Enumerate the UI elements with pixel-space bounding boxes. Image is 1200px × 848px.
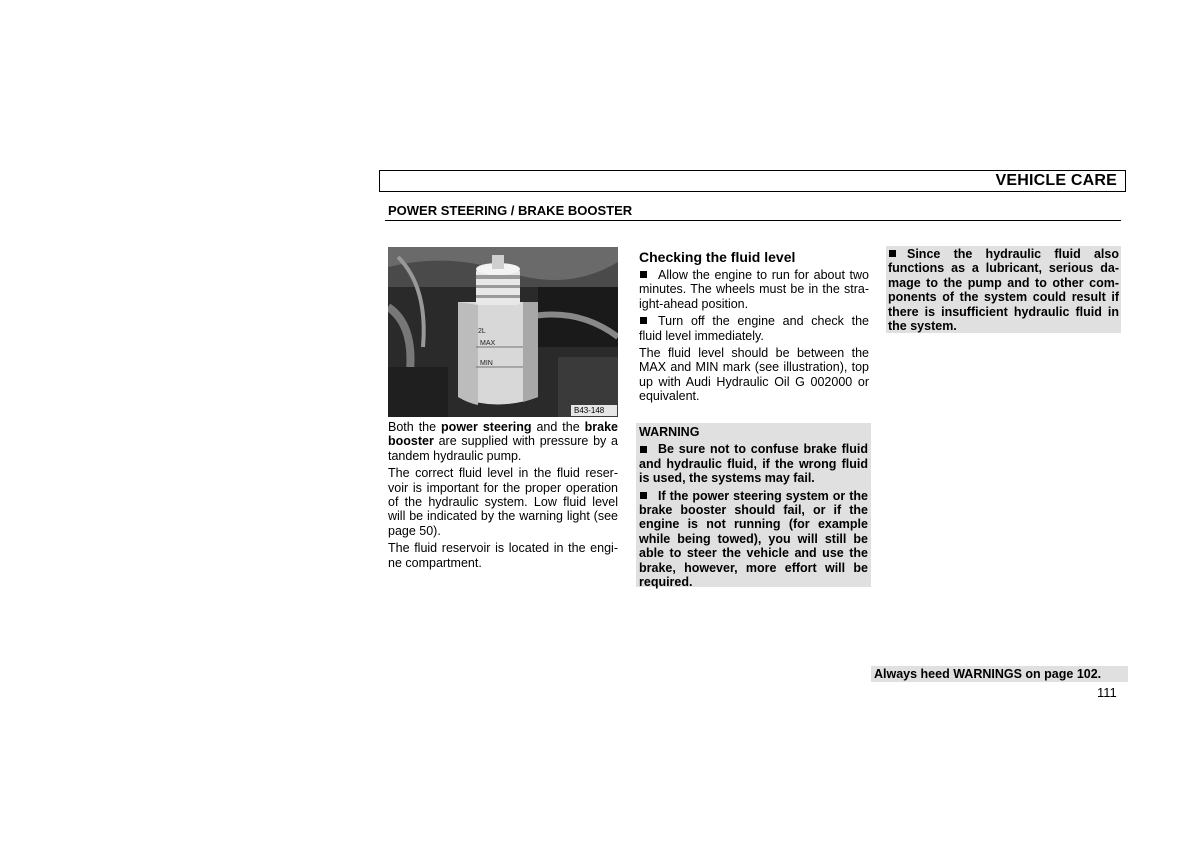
step-text: Turn off the engine and check the fluid level immediately. [639, 314, 869, 343]
bullet-icon [640, 446, 647, 453]
bullet-icon [640, 317, 647, 324]
bullet-icon [889, 250, 896, 257]
term-brake-booster: brake booster [388, 420, 618, 449]
step-text: Allow the engine to run for about two minutes. The wheels must be in the straight-ahead position. [639, 268, 869, 311]
caution-box [886, 246, 1121, 333]
checking-step-1 [639, 268, 869, 311]
checking-column [639, 249, 869, 407]
intro-column [388, 420, 618, 573]
section-title: POWER STEERING / BRAKE BOOSTER [388, 203, 633, 218]
fluid-mark-2l: 2L [478, 328, 486, 335]
warning-title: WARNING [639, 425, 700, 439]
section-divider [385, 220, 1121, 221]
chapter-header [379, 170, 1126, 192]
warning-item-1 [639, 442, 868, 485]
caution-text: Since the hydraulic fluid also functions as a lubricant, serious damage to the pump and to other components of the system could result if there is insufficient hydraulic fluid in the system. [888, 247, 1119, 334]
warning-item-2 [639, 489, 868, 590]
bullet-icon [640, 492, 647, 499]
reservoir-location-paragraph: The fluid reservoir is located in the engine compartment. [388, 541, 618, 570]
chapter-title: VEHICLE CARE [995, 172, 1117, 189]
fluid-level-paragraph: The correct fluid level in the fluid reservoir is important for the proper operation of the hydraulic system. Low fluid level will be indicated by the warning light (see page 50). [388, 466, 618, 538]
fluid-reservoir-photo [388, 247, 618, 417]
footer-warning-reference: Always heed WARNINGS on page 102. [871, 666, 1128, 682]
figure-label: B43-148 [574, 406, 605, 415]
intro-text: and the [531, 420, 585, 434]
fluid-mark-max: MAX [480, 340, 496, 347]
warning-text: Be sure not to confuse brake fluid and hydraulic fluid, if the wrong fluid is used, the systems may fail. [639, 442, 868, 486]
page-number: 111 [1097, 685, 1117, 700]
bullet-icon [640, 271, 647, 278]
intro-paragraph [388, 420, 618, 463]
checking-heading: Checking the fluid level [639, 249, 796, 265]
intro-text: Both the [388, 420, 442, 434]
fluid-mark-min: MIN [480, 360, 493, 367]
caution-item [888, 247, 1119, 333]
fluid-level-instruction: The fluid level should be between the MAX and MIN mark (see illustration), top up with Audi Hydraulic Oil G 002000 or equivalent. [639, 346, 869, 404]
warning-box [636, 423, 871, 590]
warning-text: If the power steering system or the brake booster should fail, or if the engine is not running (for example while being towed), you will still be able to steer the vehicle and use the brake, however, more effort will be required. [639, 488, 868, 590]
intro-text: are supplied with pressure by a tandem hydraulic pump. [388, 434, 618, 463]
checking-step-2 [639, 314, 869, 343]
term-power-steering: power steering [441, 420, 532, 434]
